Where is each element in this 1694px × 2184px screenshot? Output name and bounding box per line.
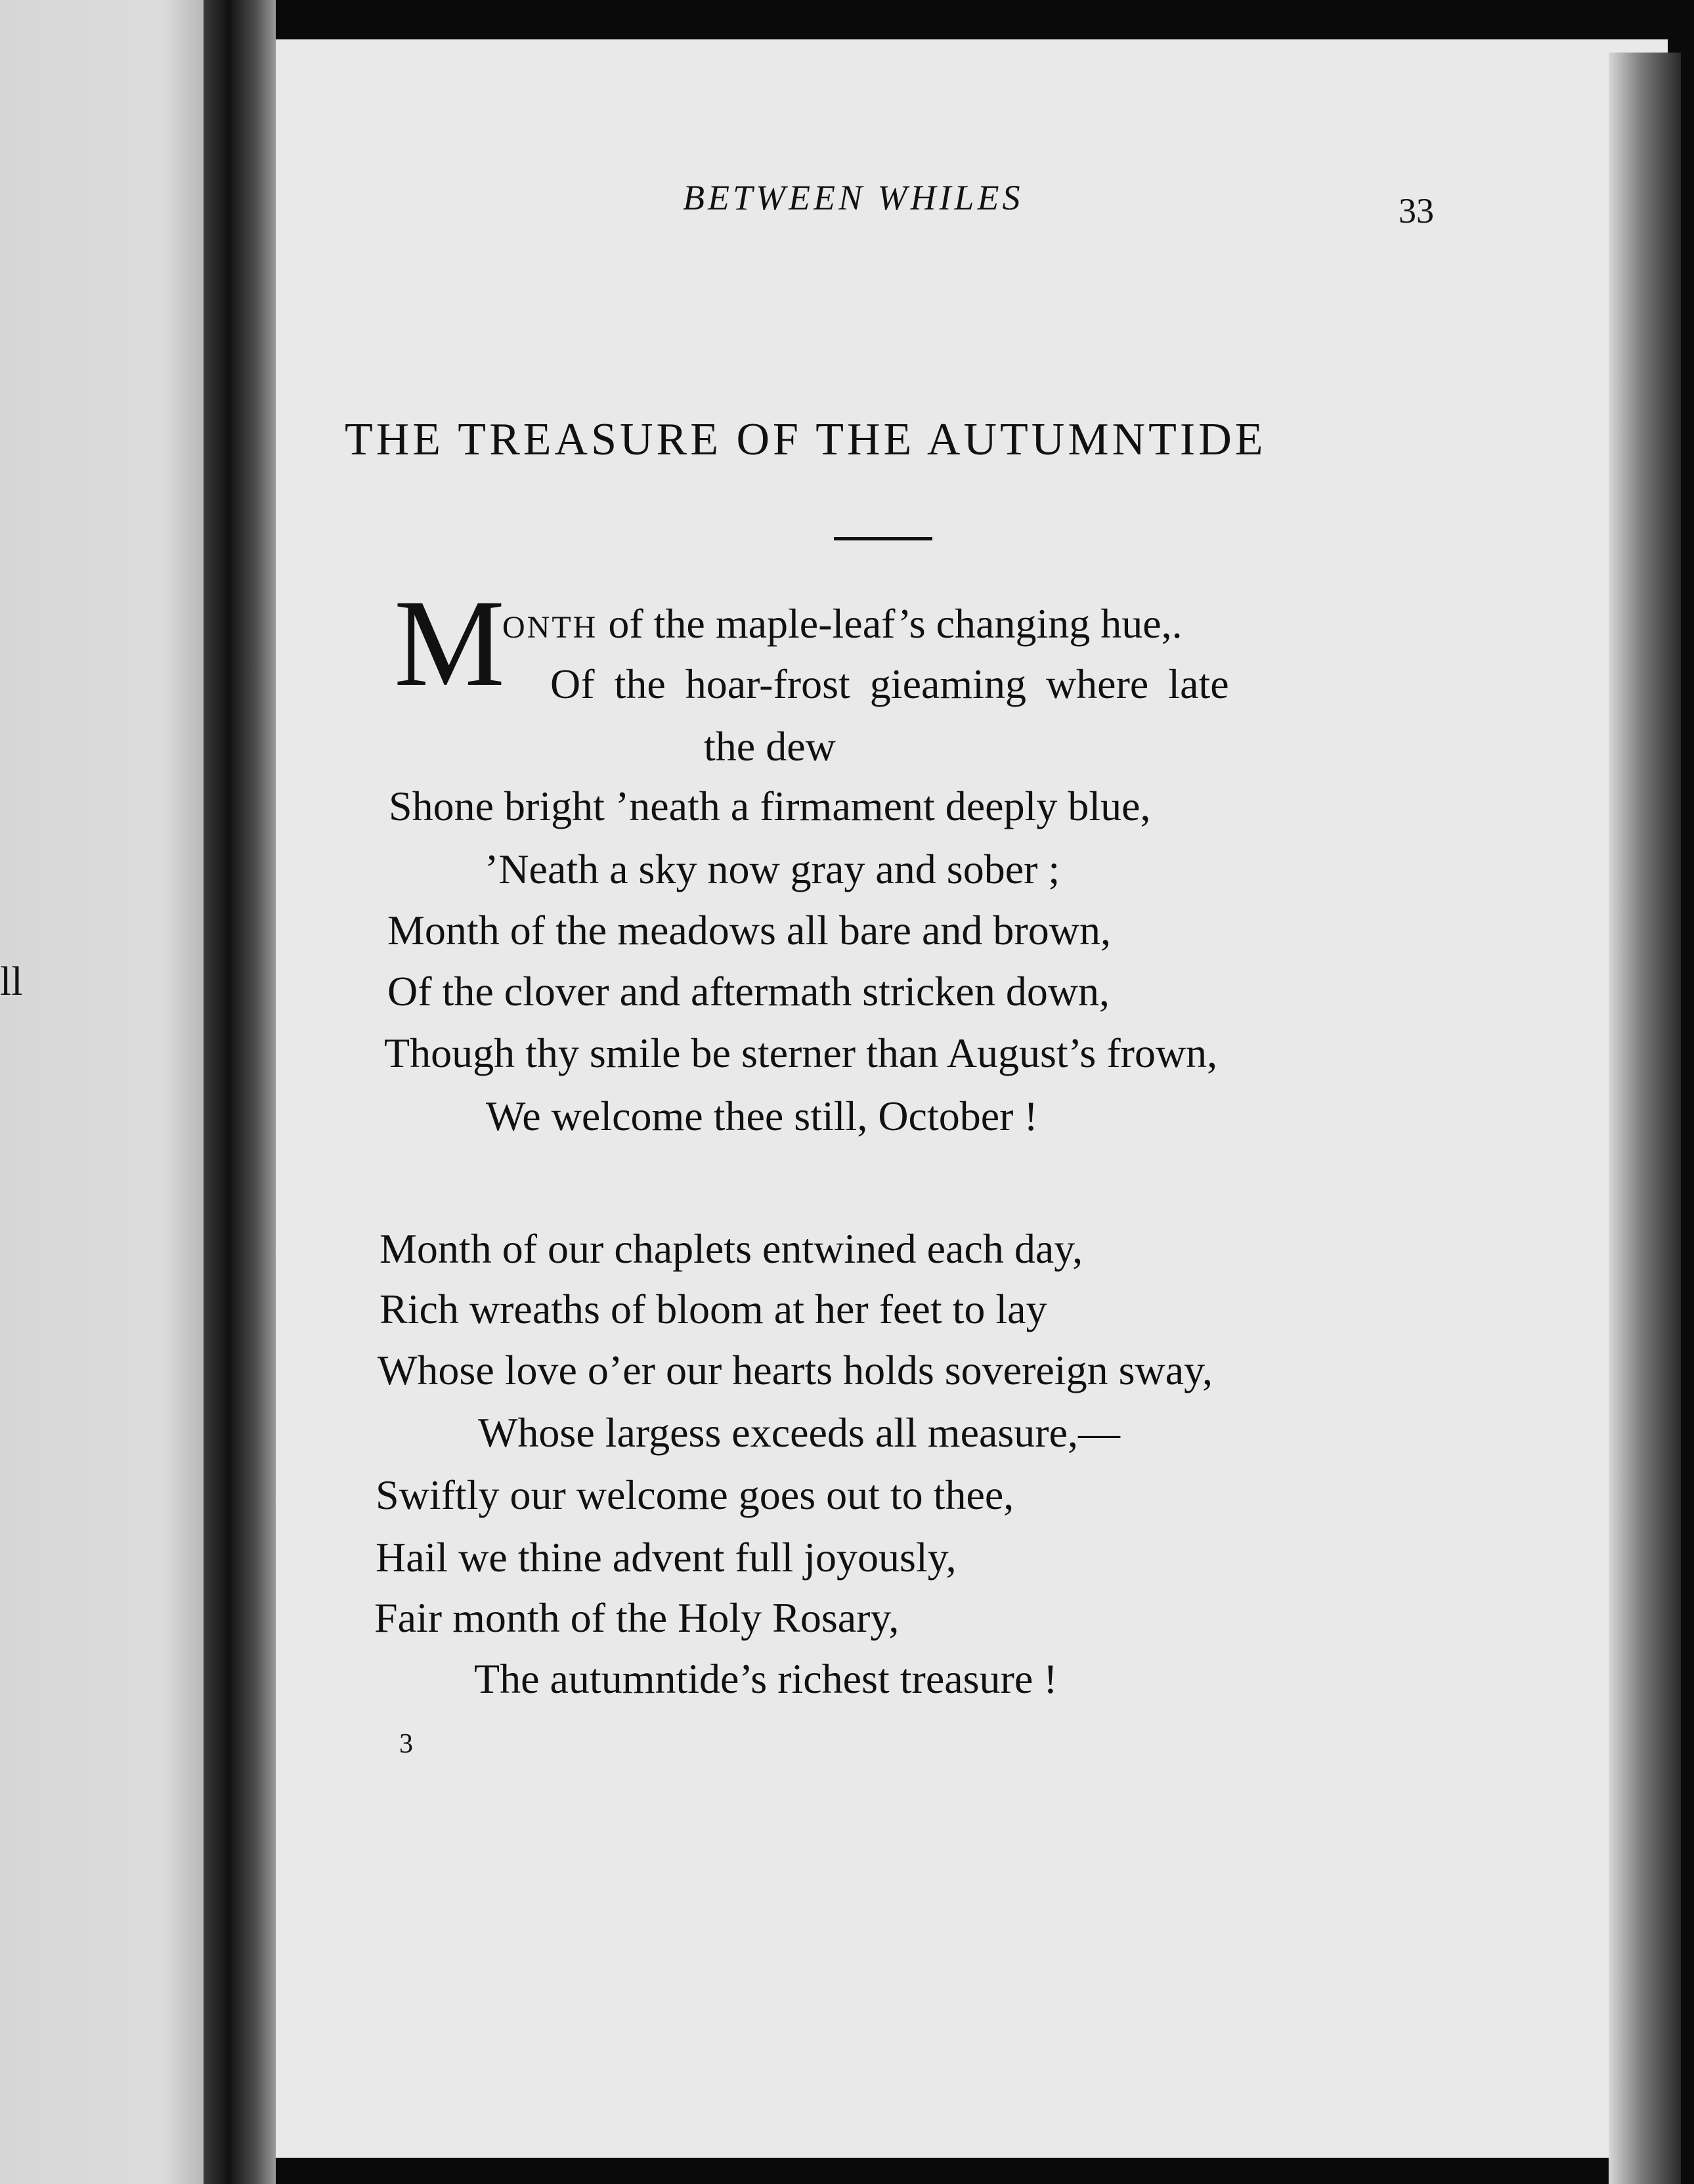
poem-line: the dew [704, 723, 836, 770]
left-page [0, 0, 204, 2184]
poem-line: Swiftly our welcome goes out to thee, [376, 1472, 1014, 1518]
drop-cap: M [394, 575, 505, 712]
running-head: BETWEEN WHILES [683, 178, 1024, 217]
signature-mark: 3 [399, 1729, 413, 1759]
poem-line: Whose love o’er our hearts holds sovereign sway, [378, 1347, 1213, 1393]
left-page-text-fragment: ll [0, 959, 23, 1004]
small-caps-lead: ONTH [502, 610, 598, 645]
title-rule [834, 537, 932, 540]
poem-line: Whose largess exceeds all measure,— [478, 1409, 1120, 1456]
poem-line: We welcome thee still, October ! [486, 1093, 1038, 1139]
poem-line: Of the hoar-frost gieaming where late [550, 661, 1229, 707]
poem-line: ’Neath a sky now gray and sober ; [485, 846, 1060, 892]
poem-line: Fair month of the Holy Rosary, [374, 1594, 900, 1641]
page-number: 33 [1399, 191, 1434, 230]
page-edge-shadow [1609, 53, 1681, 2184]
poem-line: Month of our chaplets entwined each day, [380, 1225, 1083, 1272]
poem-line: Of the clover and aftermath stricken down, [387, 968, 1110, 1015]
line-text: of the maple-leaf’s changing hue,. [597, 600, 1183, 647]
poem-line: Hail we thine advent full joyously, [376, 1534, 957, 1581]
poem-line: The autumntide’s richest treasure ! [474, 1655, 1058, 1702]
poem-line: Month of the meadows all bare and brown, [387, 907, 1111, 953]
poem-title: THE TREASURE OF THE AUTUMNTIDE [345, 414, 1267, 465]
poem-line [502, 600, 1183, 647]
poem-line: Though thy smile be sterner than August’s frown, [384, 1030, 1218, 1076]
book-gutter [204, 0, 276, 2184]
poem-line: Shone bright ’neath a firmament deeply blue, [389, 783, 1151, 829]
poem-line: Rich wreaths of bloom at her feet to lay [380, 1286, 1047, 1332]
